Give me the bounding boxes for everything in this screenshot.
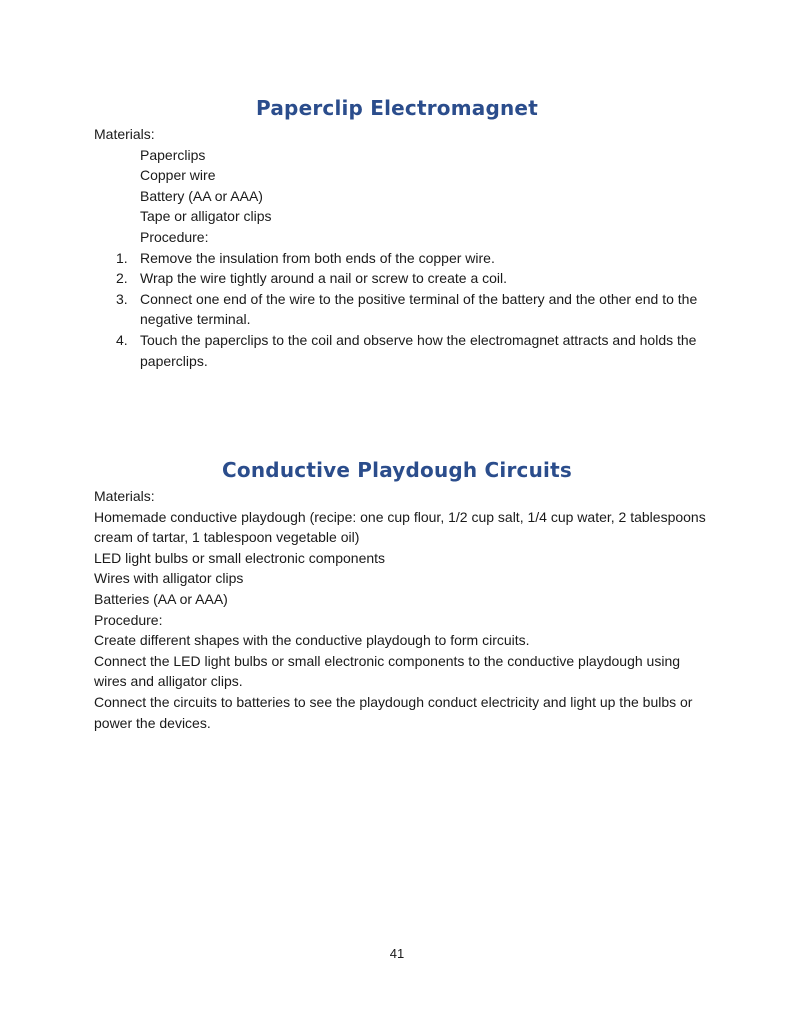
procedure-step: Create different shapes with the conductive playdough to form circuits.	[94, 632, 530, 649]
step-number: 4.	[116, 331, 128, 348]
procedure-step	[94, 289, 714, 330]
materials-item: Homemade conductive playdough (recipe: one cup flour, 1/2 cup salt, 1/4 cup water, 2 tablespoons cream of tartar, 1 tablespoon vegetable oil)	[94, 508, 706, 546]
materials-list	[140, 145, 714, 227]
page-number: 41	[389, 946, 405, 961]
procedure-label: Procedure:	[140, 228, 209, 245]
step-text: Touch the paperclips to the coil and observe how the electromagnet attracts and holds the paperclips.	[140, 331, 697, 369]
section-title-paperclip-electromagnet: Paperclip Electromagnet	[256, 96, 538, 120]
materials-item: Wires with alligator clips	[94, 570, 244, 587]
step-text: Wrap the wire tightly around a nail or screw to create a coil.	[140, 270, 508, 287]
procedure-step	[94, 268, 714, 289]
step-number: 1.	[116, 249, 128, 266]
procedure-step	[94, 330, 714, 371]
section-conductive-playdough-circuits	[94, 486, 714, 733]
step-number: 2.	[116, 270, 128, 287]
section-title-conductive-playdough-circuits: Conductive Playdough Circuits	[222, 458, 572, 482]
materials-label: Materials:	[94, 488, 155, 504]
procedure-step: Connect the circuits to batteries to see the playdough conduct electricity and light up the bulbs or power the devices.	[94, 693, 693, 731]
section-paperclip-electromagnet	[94, 124, 714, 371]
procedure-step: Connect the LED light bulbs or small electronic components to the conductive playdough using wires and alligator clips.	[94, 652, 681, 690]
materials-item: Copper wire	[140, 167, 216, 184]
procedure-step	[94, 248, 714, 269]
materials-item: Paperclips	[140, 146, 206, 163]
procedure-steps	[94, 248, 714, 372]
procedure-label: Procedure:	[94, 611, 163, 628]
materials-item: Batteries (AA or AAA)	[94, 590, 228, 607]
step-text: Connect one end of the wire to the positive terminal of the battery and the other end to the negative terminal.	[140, 290, 698, 328]
materials-item: LED light bulbs or small electronic components	[94, 549, 386, 566]
materials-item: Battery (AA or AAA)	[140, 187, 263, 204]
step-number: 3.	[116, 290, 128, 307]
materials-label: Materials:	[94, 126, 155, 142]
materials-item: Tape or alligator clips	[140, 208, 272, 225]
step-text: Remove the insulation from both ends of the copper wire.	[140, 249, 495, 266]
